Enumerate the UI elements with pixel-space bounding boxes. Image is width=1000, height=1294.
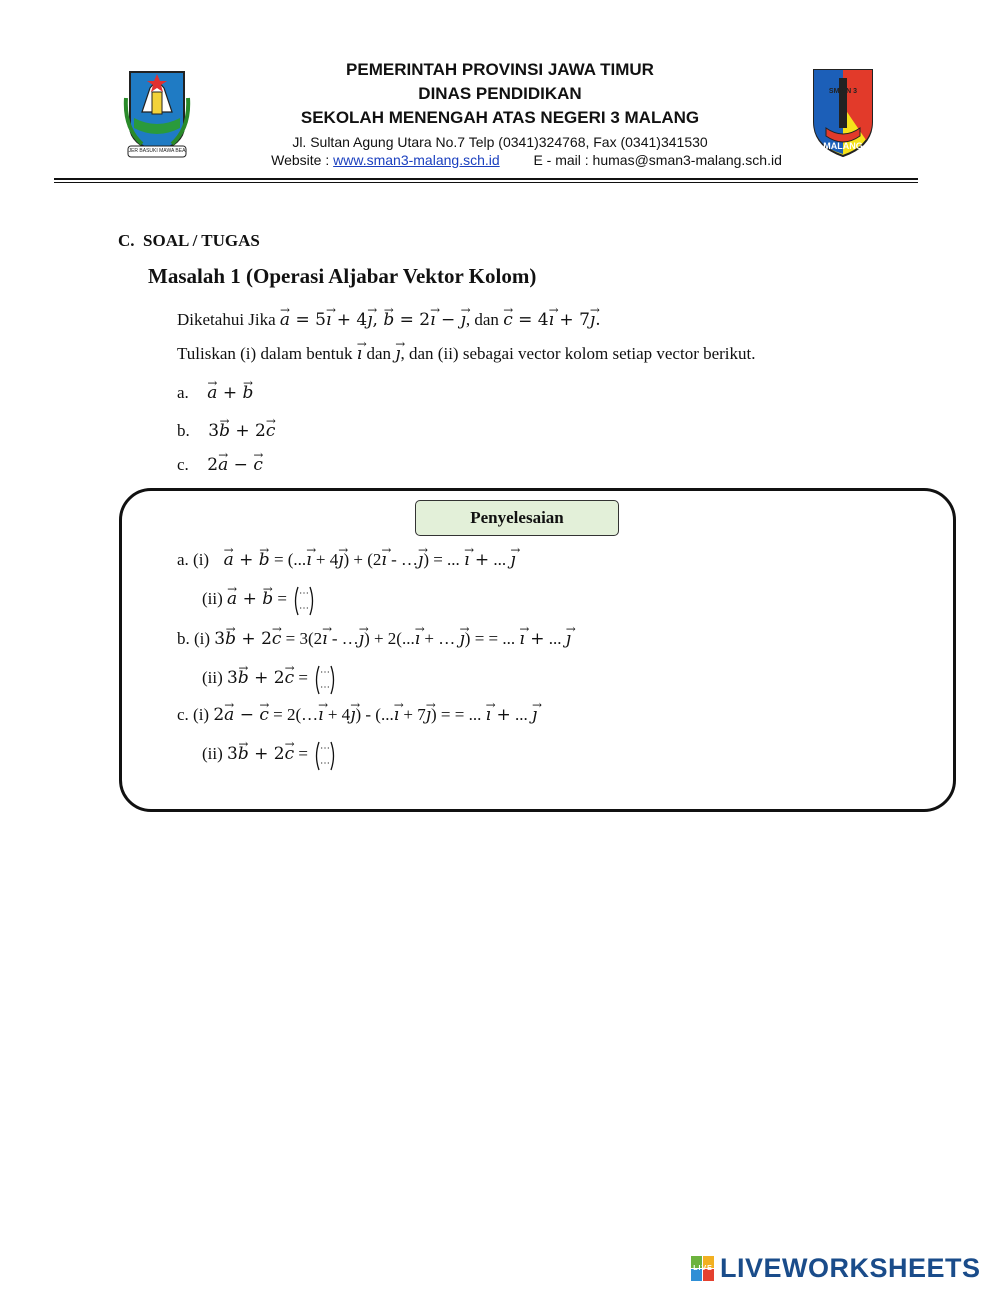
solution-a-ii: (ii) → a + → b = ⋯ ⋯ bbox=[202, 586, 309, 614]
column-vector-blank[interactable] bbox=[314, 665, 330, 693]
svg-text:⋯: ⋯ bbox=[320, 667, 331, 678]
header-government: PEMERINTAH PROVINSI JAWA TIMUR bbox=[346, 60, 654, 79]
instruction: Tuliskan (i) dalam bentuk → ı dan → ȷ, dan (ii) sebagai vector kolom setiap vector berikut. bbox=[177, 344, 756, 364]
solution-b-ii: (ii) 3→ b + 2→ c = ⋯ ⋯ bbox=[202, 665, 330, 693]
list-item: b. 3→ b + 2→ c bbox=[177, 421, 275, 441]
problem-title: Masalah 1 (Operasi Aljabar Vektor Kolom) bbox=[148, 264, 537, 288]
website-label: Website : bbox=[271, 152, 334, 168]
header-divider bbox=[54, 178, 918, 180]
brand-name: LIVEWORKSHEETS bbox=[720, 1253, 981, 1283]
right-logo-bottom-text: MALANG bbox=[823, 141, 863, 151]
svg-text:⋯: ⋯ bbox=[299, 588, 310, 599]
list-item: a. → a + → b bbox=[177, 383, 253, 403]
column-vector-blank[interactable] bbox=[314, 741, 330, 769]
solution-c-i: c. (i) 2→ a − → c = 2(…→ ı + 4→ ȷ) - (...→ ı + 7→ ȷ) = = ... → ı + ... → ȷ bbox=[177, 705, 537, 725]
solution-b-i: b. (i) 3→ b + 2→ c = 3(2→ ı - …→ ȷ) + 2(...→ ı + … → ȷ) = = ... → ı + ... → ȷ bbox=[177, 629, 571, 649]
website-link[interactable]: www.sman3-malang.sch.id bbox=[333, 152, 500, 168]
svg-text:⋯: ⋯ bbox=[320, 682, 331, 693]
header-contact bbox=[0, 152, 1000, 168]
header-department: DINAS PENDIDIKAN bbox=[418, 84, 582, 103]
solution-a-i: a. (i) → a + → b = (...→ ı + 4→ ȷ) + (2→ ı - …→ ȷ) = ... → ı + ... → ȷ bbox=[177, 550, 516, 570]
header-divider-thin bbox=[54, 182, 918, 183]
email-text: E - mail : humas@sman3-malang.sch.id bbox=[533, 152, 782, 168]
list-item: c. 2→ a − → c bbox=[177, 455, 263, 475]
header-school: SEKOLAH MENENGAH ATAS NEGERI 3 MALANG bbox=[300, 108, 700, 127]
left-logo-motto: JER BASUKI MAWA BEA bbox=[128, 148, 186, 154]
column-vector-blank[interactable] bbox=[293, 586, 309, 614]
solution-c-ii: (ii) 3→ b + 2→ c = ⋯ ⋯ bbox=[202, 741, 330, 769]
svg-text:⋯: ⋯ bbox=[320, 743, 331, 754]
solution-title: Penyelesaian bbox=[415, 500, 619, 536]
brand-mark-text: LIVE bbox=[693, 1265, 713, 1272]
liveworksheets-logo[interactable] bbox=[690, 1253, 981, 1287]
right-logo-top-text: SMA N 3 bbox=[828, 88, 858, 95]
given-statement: Diketahui Jika → a = 5→ ı + 4→ ȷ, → b = 2→ ı − → ȷ, dan → c = 4→ ı + 7→ ȷ. bbox=[177, 310, 601, 330]
header-address: Jl. Sultan Agung Utara No.7 Telp (0341)324768, Fax (0341)341530 bbox=[292, 134, 708, 150]
svg-text:⋯: ⋯ bbox=[299, 603, 310, 614]
svg-text:⋯: ⋯ bbox=[320, 758, 331, 769]
section-heading: C. SOAL / TUGAS bbox=[118, 231, 260, 250]
